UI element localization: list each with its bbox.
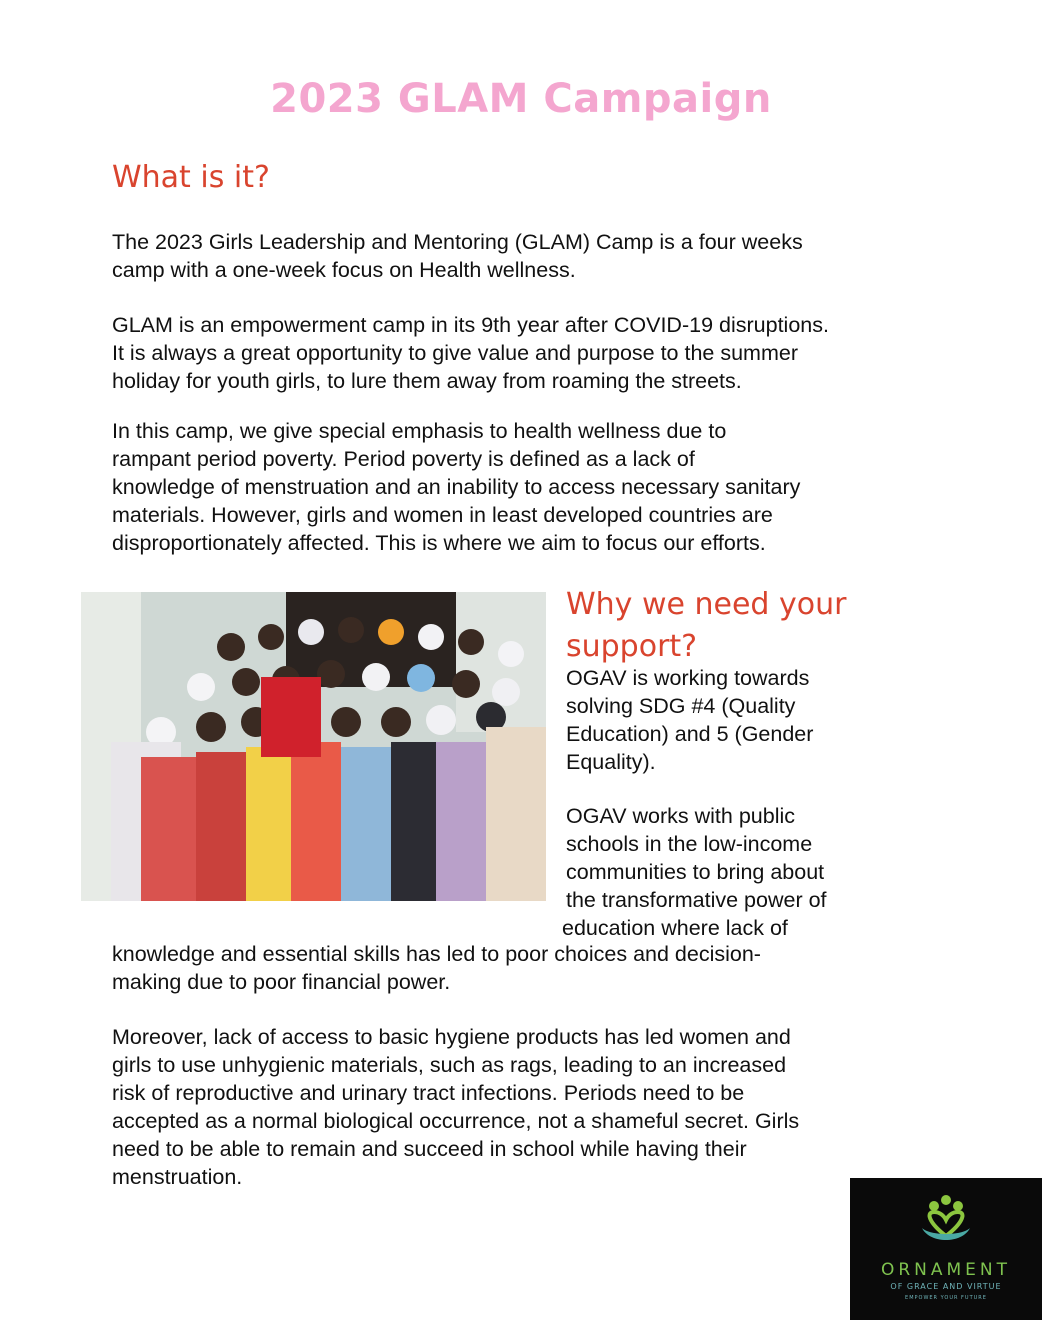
text-line: GLAM is an empowerment camp in its 9th year after COVID-19 disruptions. — [112, 313, 829, 337]
text-line: OGAV is working towards — [566, 666, 810, 690]
text-line: education where lack of — [562, 916, 788, 940]
text-line: menstruation. — [112, 1165, 243, 1189]
text-line: OGAV works with public — [566, 804, 796, 828]
glam-paragraph — [112, 311, 829, 395]
logo-emblem-icon — [850, 1178, 1042, 1258]
text-line: communities to bring about — [566, 860, 825, 884]
heading-line: support? — [566, 629, 698, 664]
heading-line: Why we need your — [566, 587, 847, 622]
logo-wordmark: ORNAMENT — [880, 1260, 1012, 1280]
text-line: making due to poor financial power. — [112, 970, 451, 994]
text-line: need to be able to remain and succeed in school while having their — [112, 1137, 747, 1161]
text-line: the transformative power of — [566, 888, 827, 912]
logo-tagline: EMPOWER YOUR FUTURE — [905, 1295, 987, 1301]
schools-paragraph — [562, 802, 827, 942]
what-is-it-heading: What is it? — [112, 160, 270, 195]
hygiene-paragraph — [112, 1023, 799, 1191]
page-title: 2023 GLAM Campaign — [270, 76, 772, 122]
text-line: The 2023 Girls Leadership and Mentoring (GLAM) Camp is a four weeks — [112, 230, 803, 254]
text-line: girls to use unhygienic materials, such as rags, leading to an increased — [112, 1053, 787, 1077]
text-line: knowledge and essential skills has led to poor choices and decision- — [112, 942, 761, 966]
text-line: camp with a one-week focus on Health wellness. — [112, 258, 576, 282]
why-support-heading — [566, 584, 846, 668]
text-line: Equality). — [566, 750, 656, 774]
text-line: accepted as a normal biological occurrence, not a shameful secret. Girls — [112, 1109, 800, 1133]
group-photo-illustration — [81, 592, 546, 901]
text-line: It is always a great opportunity to give value and purpose to the summer — [112, 341, 798, 365]
text-line: risk of reproductive and urinary tract infections. Periods need to be — [112, 1081, 745, 1105]
text-line: knowledge of menstruation and an inability to access necessary sanitary — [112, 475, 801, 499]
text-line: disproportionately affected. This is where we aim to focus our efforts. — [112, 531, 766, 555]
period-poverty-paragraph — [112, 417, 800, 557]
sdg-paragraph — [566, 664, 813, 776]
logo-subtitle: OF GRACE AND VIRTUE — [890, 1282, 1002, 1291]
ornament-logo — [850, 1178, 1042, 1320]
text-line: schools in the low-income — [566, 832, 813, 856]
text-line: Education) and 5 (Gender — [566, 722, 814, 746]
group-photo — [81, 592, 546, 901]
text-line: rampant period poverty. Period poverty is defined as a lack of — [112, 447, 695, 471]
text-line: Moreover, lack of access to basic hygiene products has led women and — [112, 1025, 791, 1049]
text-line: solving SDG #4 (Quality — [566, 694, 796, 718]
intro-paragraph — [112, 228, 803, 284]
text-line: materials. However, girls and women in least developed countries are — [112, 503, 773, 527]
schools-paragraph-continued — [112, 940, 761, 996]
text-line: holiday for youth girls, to lure them away from roaming the streets. — [112, 369, 742, 393]
text-line: In this camp, we give special emphasis to health wellness due to — [112, 419, 727, 443]
